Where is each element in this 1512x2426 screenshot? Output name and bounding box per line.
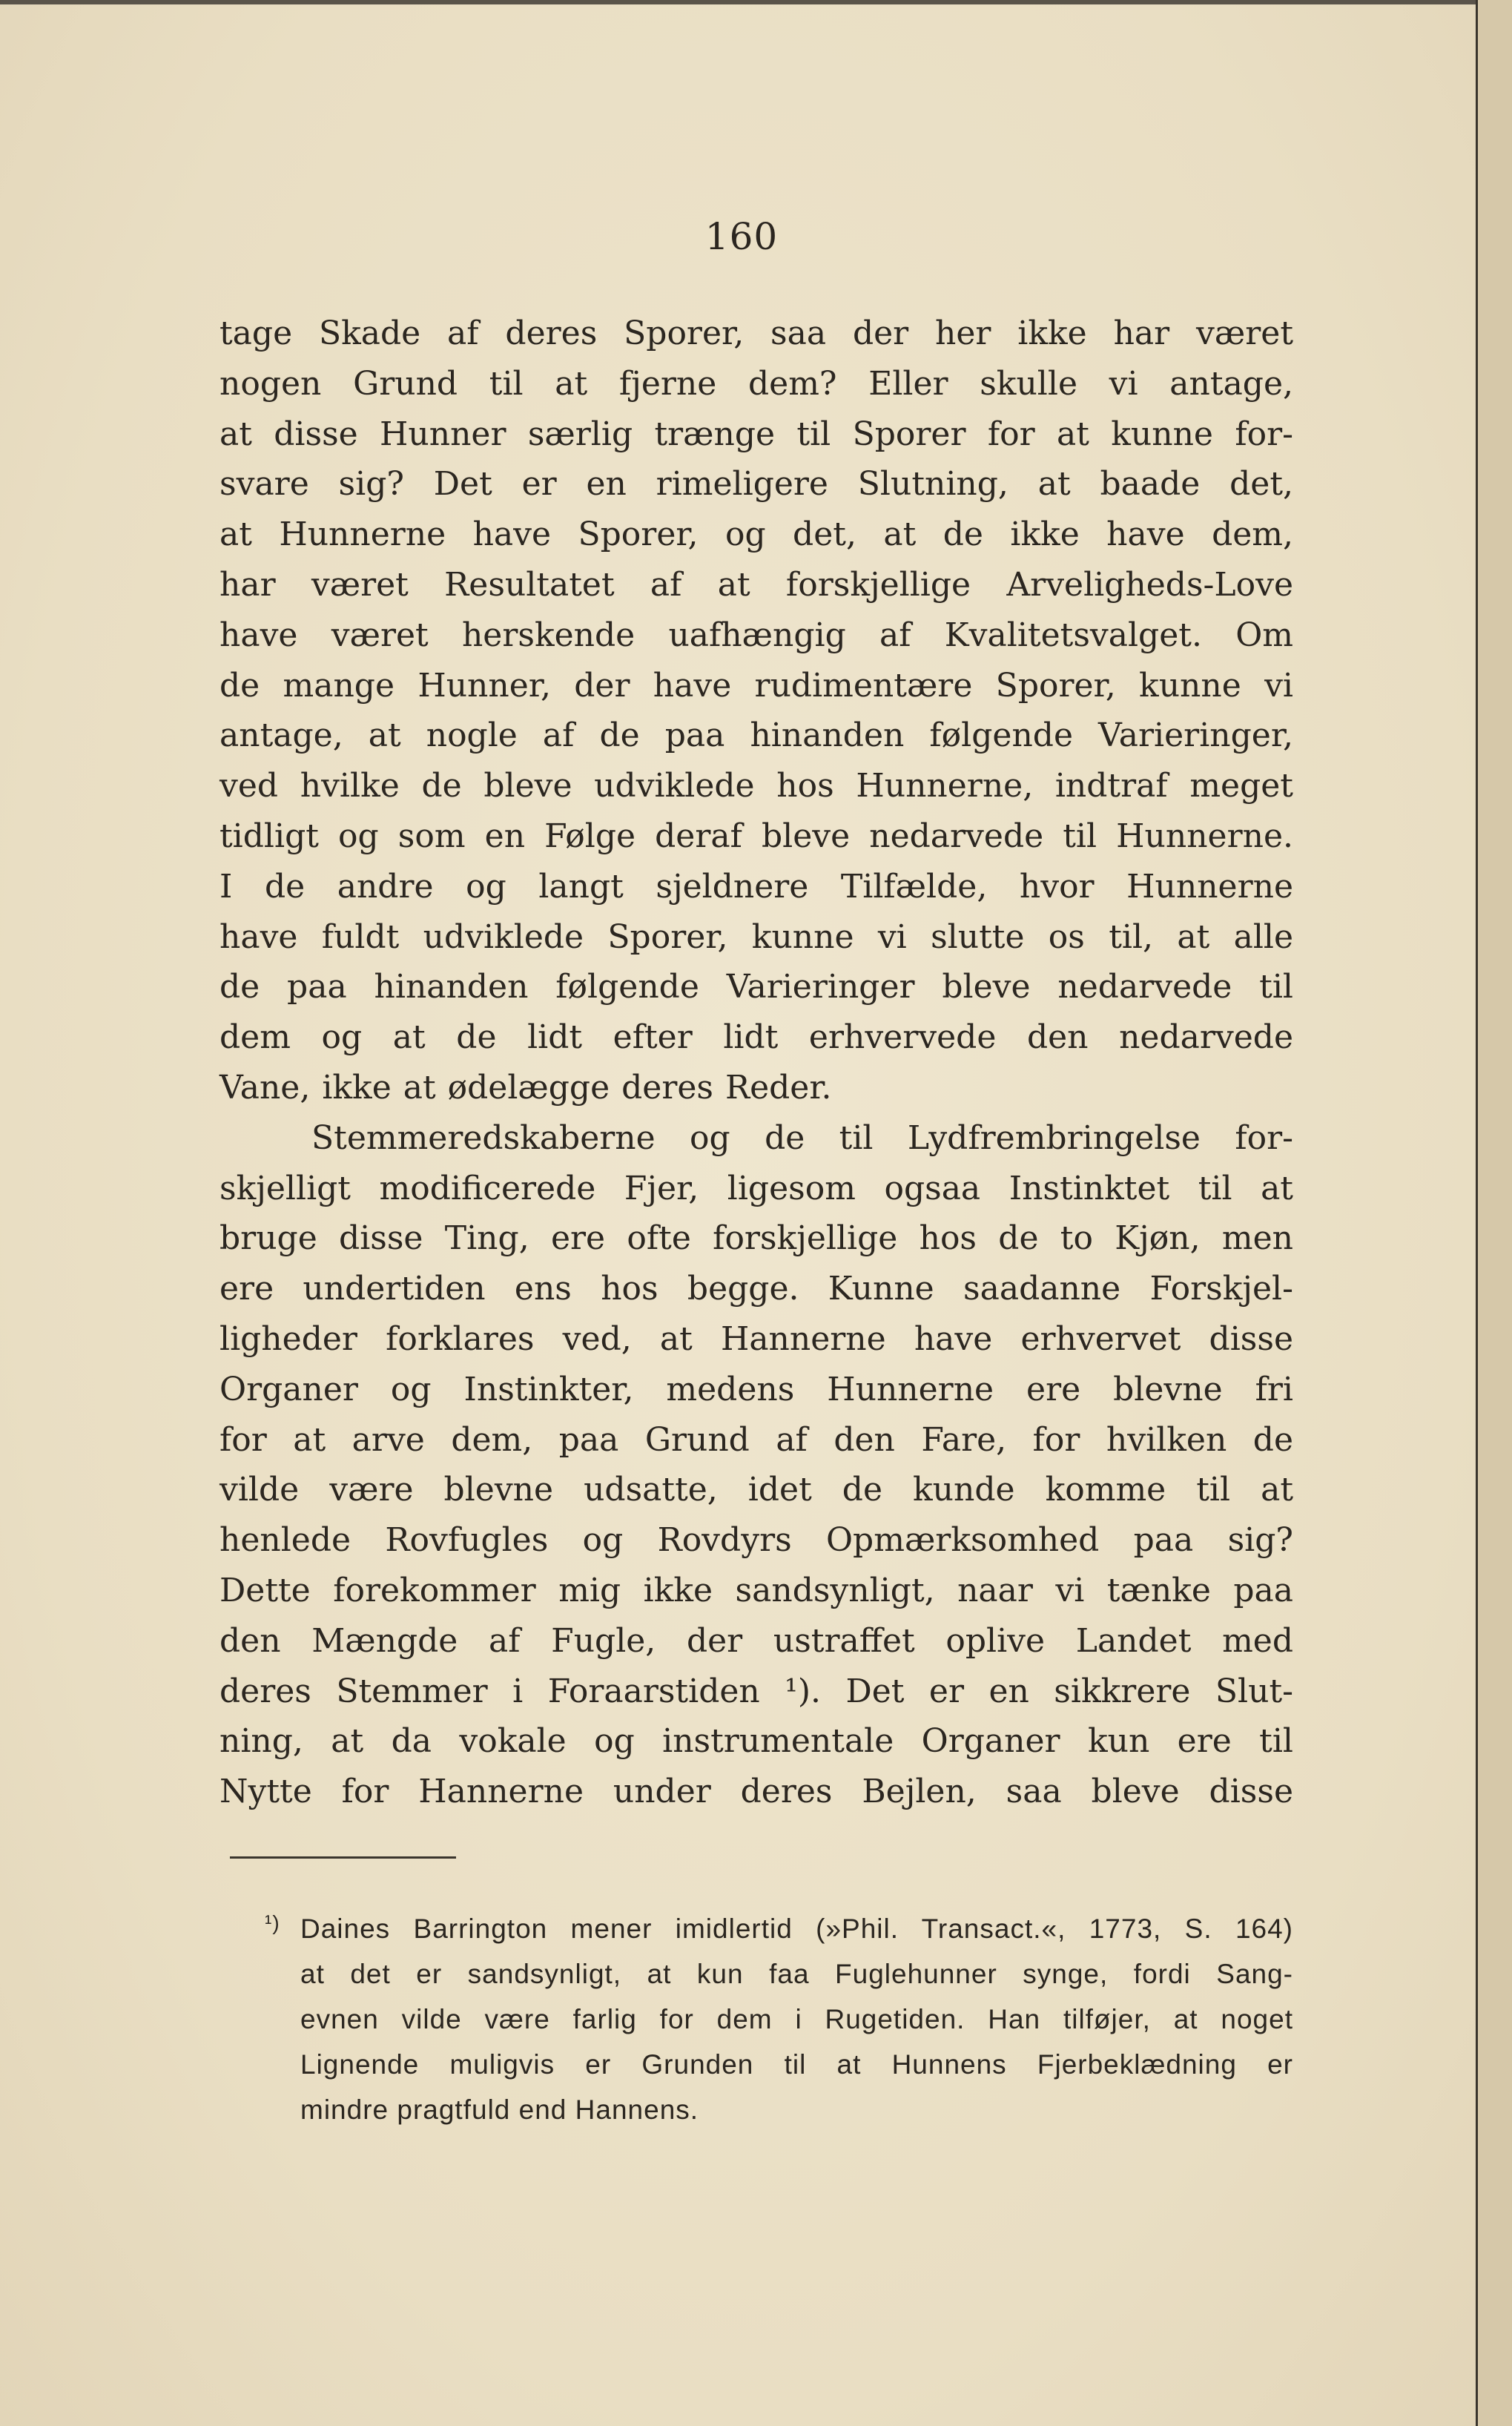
page-top-edge xyxy=(0,0,1483,4)
page-binding-edge xyxy=(1476,0,1512,2426)
paragraph-end-line: Vane, ikke at ødelægge deres Reder. xyxy=(219,1068,832,1107)
footnote-line: at det er sandsynligt, at kun faa Fuglehunner synge, fordi Sang- xyxy=(300,1959,1293,1989)
text-line: ved hvilke de bleve udviklede hos Hunnerne, indtraf meget xyxy=(219,767,1293,805)
text-line: have fuldt udviklede Sporer, kunne vi slutte os til, at alle xyxy=(219,917,1293,956)
text-line: svare sig? Det er en rimeligere Slutning, at baade det, xyxy=(219,465,1293,504)
text-line: Nytte for Hannerne under deres Bejlen, saa bleve disse xyxy=(219,1773,1293,1811)
text-line: ere undertiden ens hos begge. Kunne saadanne Forskjel- xyxy=(219,1270,1293,1308)
text-line: har været Resultatet af at forskjellige Arveligheds-Love xyxy=(219,565,1293,604)
body-text xyxy=(219,309,1293,1817)
text-line: tage Skade af deres Sporer, saa der her ikke har været xyxy=(219,314,1293,352)
text-line: skjelligt modificerede Fjer, ligesom ogsaa Instinktet til at xyxy=(219,1169,1293,1207)
text-line: henlede Rovfugles og Rovdyrs Opmærksomhed paa sig? xyxy=(219,1521,1293,1560)
footnote-line: Lignende muligvis er Grunden til at Hunnens Fjerbeklædning er xyxy=(300,2049,1293,2080)
text-line: antage, at nogle af de paa hinanden følgende Varieringer, xyxy=(219,716,1293,755)
text-line: nogen Grund til at fjerne dem? Eller skulle vi antage, xyxy=(219,364,1293,403)
text-line: ligheder forklares ved, at Hannerne have erhvervet disse xyxy=(219,1319,1293,1358)
text-line: I de andre og langt sjeldnere Tilfælde, hvor Hunnerne xyxy=(219,867,1293,906)
footnote-line: mindre pragtfuld end Hannens. xyxy=(300,2094,699,2125)
text-line-with-footnote-ref: deres Stemmer i Foraarstiden ¹). Det er en sikkrere Slut- xyxy=(219,1672,1293,1710)
text-line: tidligt og som en Følge deraf bleve nedarvede til Hunnerne. xyxy=(219,817,1293,855)
text-line: Dette forekommer mig ikke sandsynligt, naar vi tænke paa xyxy=(219,1571,1293,1609)
text-line: Organer og Instinkter, medens Hunnerne ere blevne fri xyxy=(219,1370,1293,1408)
text-line: de paa hinanden følgende Varieringer bleve nedarvede til xyxy=(219,968,1293,1006)
text-line: at Hunnerne have Sporer, og det, at de ikke have dem, xyxy=(219,515,1293,554)
text-line: vilde være blevne udsatte, idet de kunde komme til at xyxy=(219,1471,1293,1509)
text-line: for at arve dem, paa Grund af den Fare, for hvilken de xyxy=(219,1420,1293,1459)
text-line: dem og at de lidt efter lidt erhvervede den nedarvede xyxy=(219,1018,1293,1057)
text-line: de mange Hunner, der have rudimentære Sporer, kunne vi xyxy=(219,666,1293,705)
footnote-line: evnen vilde være farlig for dem i Rugetiden. Han tilføjer, at noget xyxy=(300,2004,1293,2034)
text-line: bruge disse Ting, ere ofte forskjellige hos de to Kjøn, men xyxy=(219,1219,1293,1258)
page-number: 160 xyxy=(704,215,779,258)
footnote-divider xyxy=(230,1856,456,1859)
text-line: have været herskende uafhængig af Kvalitetsvalget. Om xyxy=(219,616,1293,654)
paragraph-start-line: Stemmeredskaberne og de til Lydfrembringelse for- xyxy=(311,1118,1293,1157)
text-line: den Mængde af Fugle, der ustraffet oplive Landet med xyxy=(219,1621,1293,1660)
text-line: ning, at da vokale og instrumentale Organer kun ere til xyxy=(219,1722,1293,1761)
footnote xyxy=(265,1906,1293,2132)
text-line: at disse Hunner særlig trænge til Sporer for at kunne for- xyxy=(219,415,1293,453)
footnote-line: Daines Barrington mener imidlertid (»Phil. Transact.«, 1773, S. 164) xyxy=(300,1914,1293,1944)
footnote-marker: ¹) xyxy=(265,1911,280,1934)
